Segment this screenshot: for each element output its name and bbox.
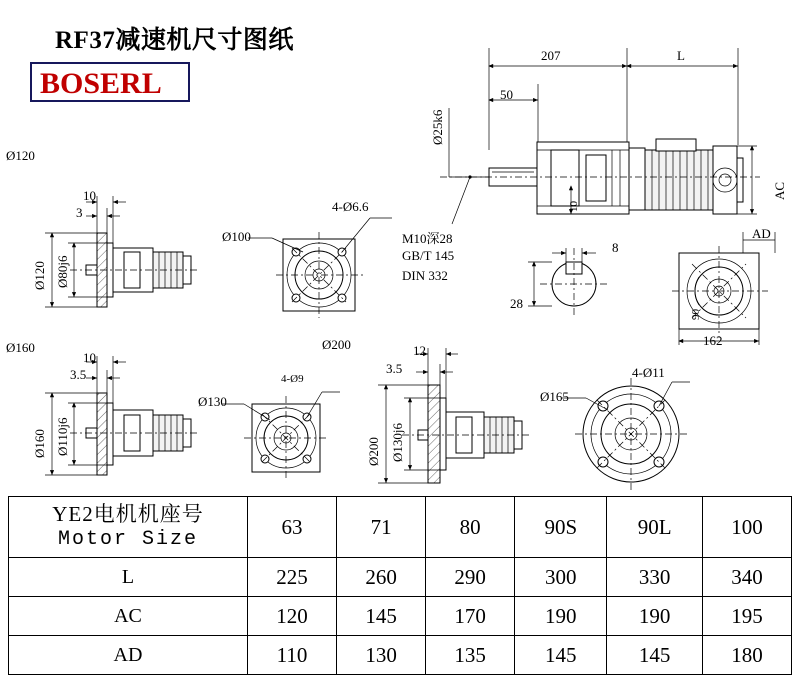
table-row: [9, 558, 792, 597]
dim-35-row2-label: 3.5: [70, 367, 87, 382]
spec-table: [8, 496, 792, 675]
flange-120-side-view: [45, 196, 200, 307]
table-cell: 170: [426, 597, 515, 636]
table-cell: 90L: [607, 497, 702, 558]
table-cell: 145: [337, 597, 426, 636]
table-cell: 145: [515, 636, 607, 675]
dim-28-label: 28: [510, 296, 523, 311]
table-cell: 260: [337, 558, 426, 597]
main-assembly-view: [440, 48, 760, 224]
bore-80-label: Ø80j6: [55, 255, 70, 288]
table-header-motor-size: [9, 497, 248, 558]
table-cell: 71: [337, 497, 426, 558]
table-cell: 80: [426, 497, 515, 558]
pcd-100-label: Ø100: [222, 229, 251, 244]
outer-120-label: Ø120: [32, 261, 47, 290]
dim-207-label: 207: [541, 48, 561, 63]
dim-50-label: 50: [500, 87, 513, 102]
outer-160-label: Ø160: [32, 429, 47, 458]
table-cell: 90S: [515, 497, 607, 558]
dim-10-row2-label: 10: [83, 350, 96, 365]
table-header-cn: YE2电机机座号: [52, 502, 204, 526]
page-title: RF37减速机尺寸图纸: [55, 27, 294, 54]
table-row-label-ad: AD: [9, 636, 248, 675]
flange-130-front-view: [222, 392, 340, 480]
flange-160-label: Ø160: [6, 340, 35, 355]
table-row-label-l: L: [9, 558, 248, 597]
table-row: [9, 597, 792, 636]
holes-4x66-label: 4-Ø6.6: [332, 199, 369, 214]
ac-dim-label: AC: [772, 181, 787, 200]
flange-100-front-view: [248, 218, 392, 318]
dim-8-label: 8: [612, 240, 619, 255]
table-cell: 225: [248, 558, 337, 597]
ad-dim-label: AD: [752, 226, 771, 241]
motor-end-view: [672, 232, 775, 345]
bore-110-label: Ø110j6: [55, 417, 70, 456]
flange-120-label: Ø120: [6, 148, 35, 163]
table-cell: 300: [515, 558, 607, 597]
flange-160-side-view: [45, 356, 200, 475]
dim-10-housing-label: 10: [568, 201, 580, 212]
table-cell: 340: [702, 558, 791, 597]
table-row: [9, 636, 792, 675]
bore-130-label: Ø130j6: [390, 422, 405, 462]
table-cell: 135: [426, 636, 515, 675]
dim-35-row2b-label: 3.5: [386, 361, 403, 376]
table-cell: 120: [248, 597, 337, 636]
table-cell: 190: [607, 597, 702, 636]
table-cell: 190: [515, 597, 607, 636]
table-row-label-ac: AC: [9, 597, 248, 636]
table-cell: 63: [248, 497, 337, 558]
shaft-end-section-view: [528, 248, 608, 318]
table-cell: 180: [702, 636, 791, 675]
standard-din-label: DIN 332: [402, 268, 448, 283]
table-row-header: [9, 497, 792, 558]
table-cell: 130: [337, 636, 426, 675]
dim-162-label: 162: [703, 333, 723, 348]
flange-165-front-view: [562, 378, 690, 490]
shaft-diameter-label: Ø25k6: [430, 109, 445, 145]
dim-10-row1-label: 10: [83, 188, 96, 203]
table-header-en: Motor Size: [57, 528, 199, 551]
dim-3-row1-label: 3: [76, 205, 83, 220]
holes-4x9-label: 4-Ø9: [281, 373, 304, 385]
table-cell: 145: [607, 636, 702, 675]
flange-200-label: Ø200: [322, 337, 351, 352]
angle-90-label: 90: [690, 309, 702, 320]
logo-text: BOSERL: [40, 67, 162, 100]
dim-12-label: 12: [413, 343, 426, 358]
outer-200-label: Ø200: [366, 437, 381, 466]
table-cell: 110: [248, 636, 337, 675]
thread-spec-label: M10深28: [402, 231, 453, 246]
table-cell: 290: [426, 558, 515, 597]
table-cell: 330: [607, 558, 702, 597]
pcd-130-label: Ø130: [198, 394, 227, 409]
holes-4x11-label: 4-Ø11: [632, 365, 665, 380]
table-cell: 100: [702, 497, 791, 558]
dim-L-label: L: [677, 48, 685, 63]
table-cell: 195: [702, 597, 791, 636]
pcd-165-label: Ø165: [540, 389, 569, 404]
standard-gbt-label: GB/T 145: [402, 248, 455, 263]
